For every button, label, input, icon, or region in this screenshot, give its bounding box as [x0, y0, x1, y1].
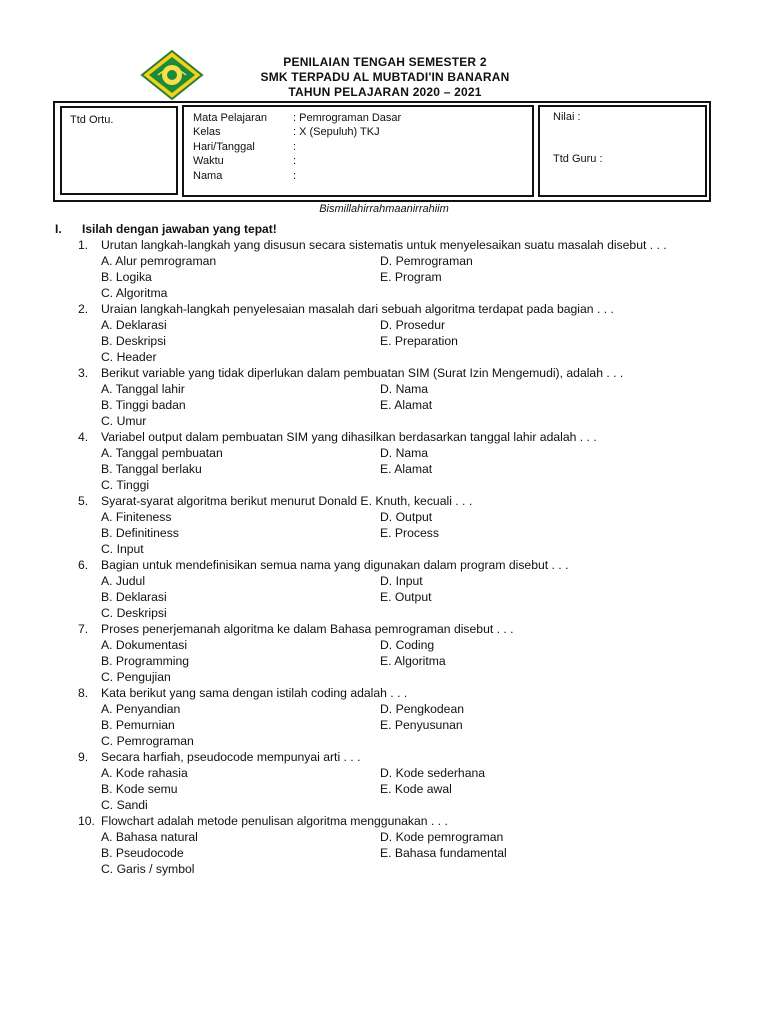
- answer-option: D. Pengkodean: [380, 702, 465, 716]
- question-text: Variabel output dalam pembuatan SIM yang dihasilkan berdasarkan tanggal lahir adalah . . .: [101, 430, 597, 444]
- teacher-signature-label: Ttd Guru :: [553, 153, 603, 165]
- info-value: :: [293, 141, 297, 153]
- answer-option: D. Prosedur: [380, 318, 446, 332]
- info-label: Kelas: [193, 126, 221, 138]
- answer-option: B. Tinggi badan: [101, 398, 186, 412]
- question-item: [78, 621, 718, 685]
- bismillah-text: Bismillahirrahmaanirrahiim: [319, 203, 449, 215]
- answer-option: A. Bahasa natural: [101, 830, 198, 844]
- info-row: [193, 154, 296, 168]
- question-item: [78, 813, 718, 877]
- answer-option: D. Coding: [380, 638, 435, 652]
- school-name: SMK TERPADU AL MUBTADI'IN BANARAN: [260, 70, 510, 84]
- question-item: [78, 493, 718, 557]
- answer-option: B. Definitiness: [101, 526, 179, 540]
- question-item: [78, 749, 718, 813]
- answer-option: A. Deklarasi: [101, 318, 167, 332]
- info-label: Waktu: [193, 155, 224, 167]
- answer-option: A. Tanggal lahir: [101, 382, 185, 396]
- answer-option: D. Kode pemrograman: [380, 830, 504, 844]
- question-number: 1.: [78, 238, 89, 252]
- answer-option: C. Garis / symbol: [101, 862, 195, 876]
- answer-option: C. Pemrograman: [101, 734, 194, 748]
- question-item: [78, 301, 718, 365]
- question-text: Proses penerjemanah algoritma ke dalam Bahasa pemrograman disebut . . .: [101, 622, 514, 636]
- answer-option: B. Deskripsi: [101, 334, 167, 348]
- question-number: 4.: [78, 430, 89, 444]
- question-item: [78, 685, 718, 749]
- answer-option: A. Kode rahasia: [101, 766, 188, 780]
- question-text: Urutan langkah-langkah yang disusun secara sistematis untuk menyelesaikan suatu masalah disebut . . .: [101, 238, 667, 252]
- answer-option: B. Programming: [101, 654, 190, 668]
- answer-option: C. Sandi: [101, 798, 148, 812]
- answer-option: D. Pemrograman: [380, 254, 473, 268]
- info-label: Hari/Tanggal: [193, 141, 255, 153]
- answer-option: D. Nama: [380, 446, 429, 460]
- answer-option: A. Tanggal pembuatan: [101, 446, 223, 460]
- answer-option: C. Deskripsi: [101, 606, 167, 620]
- info-value: :: [293, 170, 297, 182]
- question-number: 3.: [78, 366, 89, 380]
- answer-option: D. Kode sederhana: [380, 766, 486, 780]
- question-item: [78, 365, 718, 429]
- answer-option: A. Finiteness: [101, 510, 172, 524]
- answer-option: B. Logika: [101, 270, 152, 284]
- answer-option: E. Penyusunan: [380, 718, 463, 732]
- answer-option: C. Umur: [101, 414, 147, 428]
- answer-option: C. Pengujian: [101, 670, 171, 684]
- section-title: Isilah dengan jawaban yang tepat!: [82, 222, 277, 236]
- answer-option: E. Algoritma: [380, 654, 446, 668]
- answer-option: E. Process: [380, 526, 439, 540]
- answer-option: A. Penyandian: [101, 702, 181, 716]
- section-number: I.: [55, 222, 62, 236]
- info-label: Nama: [193, 170, 223, 182]
- info-row: [193, 111, 401, 125]
- question-number: 10.: [78, 814, 95, 828]
- question-number: 2.: [78, 302, 89, 316]
- question-item: [78, 429, 718, 493]
- answer-option: B. Tanggal berlaku: [101, 462, 202, 476]
- info-value: : X (Sepuluh) TKJ: [293, 126, 380, 138]
- answer-option: A. Judul: [101, 574, 146, 588]
- exam-details-box: [182, 105, 534, 197]
- question-text: Flowchart adalah metode penulisan algoritma menggunakan . . .: [101, 814, 448, 828]
- question-number: 9.: [78, 750, 89, 764]
- question-text: Kata berikut yang sama dengan istilah coding adalah . . .: [101, 686, 408, 700]
- parent-signature-label: Ttd Ortu.: [70, 114, 114, 126]
- answer-option: C. Input: [101, 542, 144, 556]
- question-text: Berikut variable yang tidak diperlukan dalam pembuatan SIM (Surat Izin Mengemudi), adalah . . .: [101, 366, 624, 380]
- question-number: 6.: [78, 558, 89, 572]
- grade-label: Nilai :: [553, 111, 581, 123]
- question-text: Uraian langkah-langkah penyelesaian masalah dari sebuah algoritma terdapat pada bagian . . .: [101, 302, 614, 316]
- question-item: [78, 237, 718, 301]
- answer-option: D. Input: [380, 574, 423, 588]
- info-value: : Pemrograman Dasar: [293, 112, 402, 124]
- section-heading: [55, 222, 277, 236]
- parent-signature-box: [60, 106, 178, 195]
- answer-option: C. Algoritma: [101, 286, 168, 300]
- question-number: 5.: [78, 494, 89, 508]
- answer-option: E. Program: [380, 270, 442, 284]
- answer-option: B. Pemurnian: [101, 718, 175, 732]
- info-row: [193, 125, 380, 139]
- answer-option: E. Output: [380, 590, 432, 604]
- answer-option: C. Header: [101, 350, 157, 364]
- answer-option: A. Dokumentasi: [101, 638, 188, 652]
- question-text: Syarat-syarat algoritma berikut menurut Donald E. Knuth, kecuali . . .: [101, 494, 473, 508]
- answer-option: E. Alamat: [380, 462, 433, 476]
- exam-title-line: PENILAIAN TENGAH SEMESTER 2: [283, 55, 487, 69]
- question-number: 7.: [78, 622, 89, 636]
- answer-option: A. Alur pemrograman: [101, 254, 217, 268]
- answer-option: B. Deklarasi: [101, 590, 167, 604]
- answer-option: B. Pseudocode: [101, 846, 184, 860]
- info-label: Mata Pelajaran: [193, 112, 267, 124]
- answer-option: E. Alamat: [380, 398, 433, 412]
- info-row: [193, 140, 296, 154]
- answer-option: D. Nama: [380, 382, 429, 396]
- answer-option: E. Bahasa fundamental: [380, 846, 507, 860]
- question-text: Secara harfiah, pseudocode mempunyai arti . . .: [101, 750, 361, 764]
- question-text: Bagian untuk mendefinisikan semua nama yang digunakan dalam program disebut . . .: [101, 558, 569, 572]
- question-number: 8.: [78, 686, 89, 700]
- answer-option: B. Kode semu: [101, 782, 178, 796]
- academic-year: TAHUN PELAJARAN 2020 – 2021: [288, 85, 482, 99]
- answer-option: C. Tinggi: [101, 478, 150, 492]
- exam-title: [190, 55, 580, 100]
- question-list: [78, 237, 718, 877]
- answer-option: E. Preparation: [380, 334, 458, 348]
- answer-option: E. Kode awal: [380, 782, 452, 796]
- grade-box: [538, 105, 707, 197]
- info-row: [193, 169, 296, 183]
- answer-option: D. Output: [380, 510, 433, 524]
- info-value: :: [293, 155, 297, 167]
- question-item: [78, 557, 718, 621]
